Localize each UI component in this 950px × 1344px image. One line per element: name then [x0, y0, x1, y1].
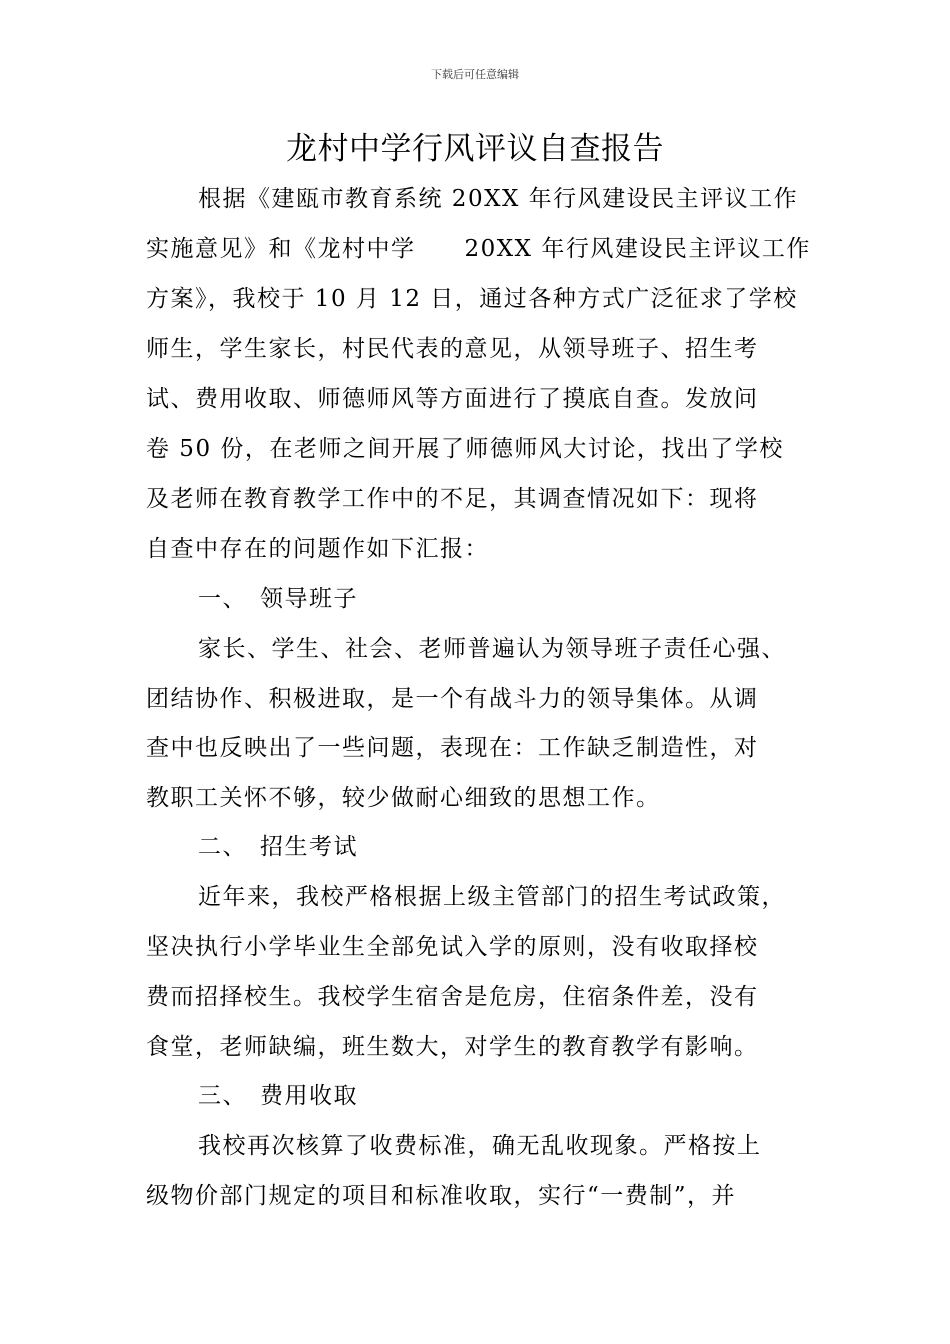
section-heading — [198, 830, 358, 864]
paragraph-line: 团结协作、积极进取，是一个有战斗力的领导集体。从调 — [146, 686, 759, 712]
paragraph-line: 查中也反映出了一些问题，表现在：工作缺乏制造性，对 — [146, 735, 759, 761]
header-note: 下载后可任意编辑 — [431, 68, 519, 81]
paragraph-line: 坚决执行小学毕业生全部免试入学的原则，没有收取择校 — [146, 934, 759, 960]
paragraph-line: 方案》，我校于 10 月 12 日，通过各种方式广泛征求了学校 — [146, 286, 798, 312]
section-title: 领导班子 — [260, 586, 358, 612]
paragraph-line: 教职工关怀不够，较少做耐心细致的思想工作。 — [146, 785, 661, 811]
paragraph-line: 费而招择校生。我校学生宿舍是危房，住宿条件差，没有 — [146, 984, 759, 1010]
paragraph-line: 及老师在教育教学工作中的不足，其调查情况如下：现将 — [146, 486, 759, 512]
paragraph-line: 卷 50 份，在老师之间开展了师德师风大讨论，找出了学校 — [146, 436, 784, 462]
paragraph-line: 试、费用收取、师德师风等方面进行了摸底自查。发放问 — [146, 386, 759, 412]
paragraph-line: 师生，学生家长，村民代表的意见，从领导班子、招生考 — [146, 336, 759, 362]
section-heading — [198, 582, 358, 616]
paragraph-line: 根据《建瓯市教育系统 20XX 年行风建设民主评议工作 — [198, 186, 799, 212]
section-title: 费用收取 — [260, 1083, 358, 1109]
section-number: 三、 — [198, 1083, 247, 1109]
section-heading — [198, 1079, 358, 1113]
paragraph-line: 家长、学生、社会、老师普遍认为领导班子责任心强、 — [198, 636, 786, 662]
document-title: 龙村中学行风评议自查报告 — [286, 131, 664, 167]
paragraph-line: 我校再次核算了收费标准，确无乱收现象。严格按上 — [198, 1133, 762, 1159]
paragraph-line: 级物价部门规定的项目和标准收取，实行“一费制”，并 — [146, 1183, 737, 1209]
paragraph-line: 近年来，我校严格根据上级主管部门的招生考试政策， — [198, 884, 786, 910]
section-number: 一、 — [198, 586, 247, 612]
section-number: 二、 — [198, 834, 247, 860]
paragraph-line: 实施意见》和《龙村中学 20XX 年行风建设民主评议工作 — [146, 236, 811, 262]
paragraph-line: 自查中存在的问题作如下汇报： — [146, 536, 489, 562]
paragraph-line: 食堂，老师缺编，班生数大，对学生的教育教学有影响。 — [146, 1034, 759, 1060]
section-title: 招生考试 — [260, 834, 358, 860]
